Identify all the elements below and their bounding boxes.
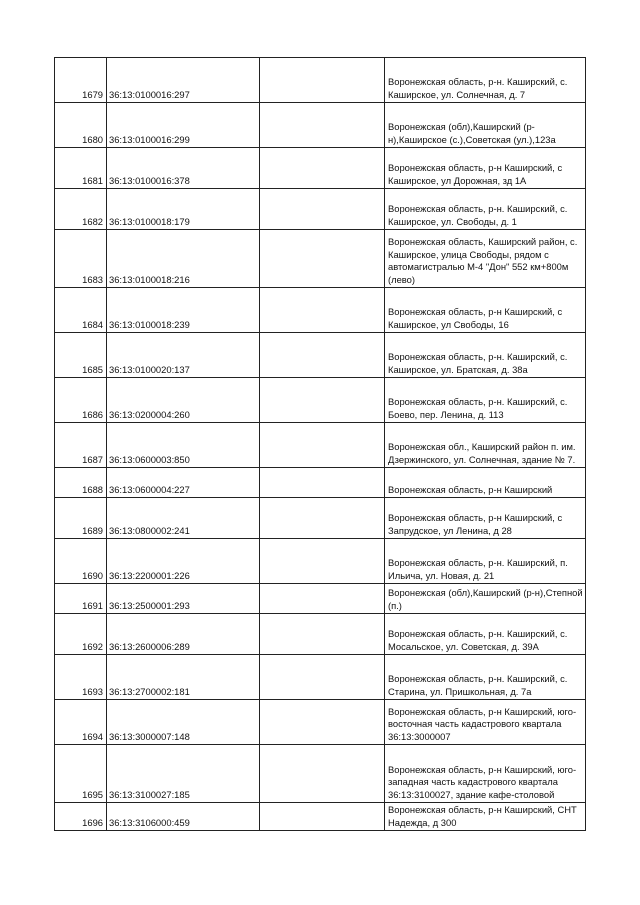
table-row [55,655,586,700]
empty-cell [260,423,385,468]
address-text: Воронежская область, Каширский район, с. Каширское, улица Свободы, рядом с автомагистралью М-4 "Дон" 552 км+800м (лево) [388,236,578,285]
address-cell [385,803,586,831]
table-row [55,58,586,103]
cadastral-number: 36:13:2500001:293 [107,584,260,614]
cadastral-number: 36:13:3100027:185 [107,745,260,803]
row-number: 1688 [55,468,107,498]
address-cell [385,333,586,378]
cadastral-number: 36:13:0100018:239 [107,288,260,333]
row-number: 1696 [55,803,107,831]
address-cell [385,378,586,423]
table-row [55,614,586,655]
empty-cell [260,700,385,745]
address-cell [385,498,586,539]
cadastral-number: 36:13:3106000:459 [107,803,260,831]
row-number: 1680 [55,103,107,148]
empty-cell [260,189,385,230]
row-number: 1689 [55,498,107,539]
address-cell [385,58,586,103]
address-text: Воронежская область, р-н. Каширский, с. Старина, ул. Пришкольная, д. 7а [388,673,568,697]
address-cell [385,189,586,230]
cadastral-number: 36:13:0100018:216 [107,230,260,288]
table-row [55,700,586,745]
table-row [55,498,586,539]
empty-cell [260,230,385,288]
address-text: Воронежская область, р-н Каширский [388,483,553,495]
cadastral-number: 36:13:0600003:850 [107,423,260,468]
address-cell [385,655,586,700]
address-text: Воронежская область, р-н Каширский, с Каширское, ул Свободы, 16 [388,306,563,330]
cadastral-number: 36:13:0600004:227 [107,468,260,498]
table-row [55,189,586,230]
address-text: Воронежская область, р-н. Каширский, п. Ильича, ул. Новая, д. 21 [388,557,568,581]
table-row [55,288,586,333]
address-cell [385,584,586,614]
address-cell [385,468,586,498]
empty-cell [260,103,385,148]
address-cell [385,614,586,655]
table-row [55,468,586,498]
address-text: Воронежская область, р-н Каширский, юго-западная часть кадастрового квартала 36:13:3100027, здание кафе-столовой [388,763,577,800]
address-text: Воронежская область, р-н Каширский, юго-восточная часть кадастрового квартала 36:13:3000007 [388,705,577,742]
address-cell [385,700,586,745]
cadastral-number: 36:13:0800002:241 [107,498,260,539]
address-text: Воронежская область, р-н. Каширский, с. Мосальское, ул. Советская, д. 39А [388,628,568,652]
address-text: Воронежская обл., Каширский район п. им. Дзержинского, ул. Солнечная, здание № 7. [388,441,576,465]
address-text: Воронежская область, р-н. Каширский, с. Боево, пер. Ленина, д. 113 [388,396,568,420]
empty-cell [260,148,385,189]
cadastral-number: 36:13:0100016:378 [107,148,260,189]
row-number: 1683 [55,230,107,288]
address-text: Воронежская область, р-н Каширский, с Каширское, ул Дорожная, зд 1А [388,162,563,186]
row-number: 1682 [55,189,107,230]
address-text: Воронежская область, р-н Каширский, СНТ Надежда, д 300 [388,804,577,828]
empty-cell [260,614,385,655]
address-cell [385,288,586,333]
row-number: 1687 [55,423,107,468]
address-cell [385,103,586,148]
row-number: 1694 [55,700,107,745]
row-number: 1685 [55,333,107,378]
cadastral-number: 36:13:2700002:181 [107,655,260,700]
row-number: 1684 [55,288,107,333]
table-row [55,378,586,423]
table-row [55,103,586,148]
row-number: 1679 [55,58,107,103]
table-row [55,423,586,468]
address-text: Воронежская область, р-н. Каширский, с. Каширское, ул. Солнечная, д. 7 [388,76,568,100]
row-number: 1693 [55,655,107,700]
address-cell [385,423,586,468]
row-number: 1692 [55,614,107,655]
cadastral-number: 36:13:0100016:297 [107,58,260,103]
cadastral-number: 36:13:0100016:299 [107,103,260,148]
address-cell [385,745,586,803]
cadastral-number: 36:13:0100018:179 [107,189,260,230]
empty-cell [260,539,385,584]
address-text: Воронежская (обл),Каширский (р-н),Каширское (с.),Советская (ул.),123а [388,121,556,145]
address-cell [385,539,586,584]
row-number: 1690 [55,539,107,584]
row-number: 1691 [55,584,107,614]
empty-cell [260,378,385,423]
empty-cell [260,655,385,700]
cadastral-number: 36:13:2200001:226 [107,539,260,584]
row-number: 1686 [55,378,107,423]
property-table [54,57,586,831]
empty-cell [260,333,385,378]
empty-cell [260,58,385,103]
empty-cell [260,745,385,803]
row-number: 1681 [55,148,107,189]
property-table-body [55,58,586,831]
empty-cell [260,288,385,333]
empty-cell [260,803,385,831]
address-text: Воронежская область, р-н. Каширский, с. Каширское, ул. Свободы, д. 1 [388,203,568,227]
address-text: Воронежская область, р-н. Каширский, с. Каширское, ул. Братская, д. 38а [388,351,568,375]
address-cell [385,230,586,288]
cadastral-number: 36:13:3000007:148 [107,700,260,745]
table-row [55,803,586,831]
address-text: Воронежская (обл),Каширский (р-н),Степной (п.) [388,587,583,611]
table-row [55,745,586,803]
empty-cell [260,584,385,614]
empty-cell [260,498,385,539]
table-row [55,539,586,584]
table-row [55,333,586,378]
table-row [55,584,586,614]
address-cell [385,148,586,189]
address-text: Воронежская область, р-н Каширский, с Запрудское, ул Ленина, д 28 [388,512,563,536]
table-row [55,148,586,189]
cadastral-number: 36:13:0200004:260 [107,378,260,423]
empty-cell [260,468,385,498]
row-number: 1695 [55,745,107,803]
table-row [55,230,586,288]
cadastral-number: 36:13:0100020:137 [107,333,260,378]
cadastral-number: 36:13:2600006:289 [107,614,260,655]
